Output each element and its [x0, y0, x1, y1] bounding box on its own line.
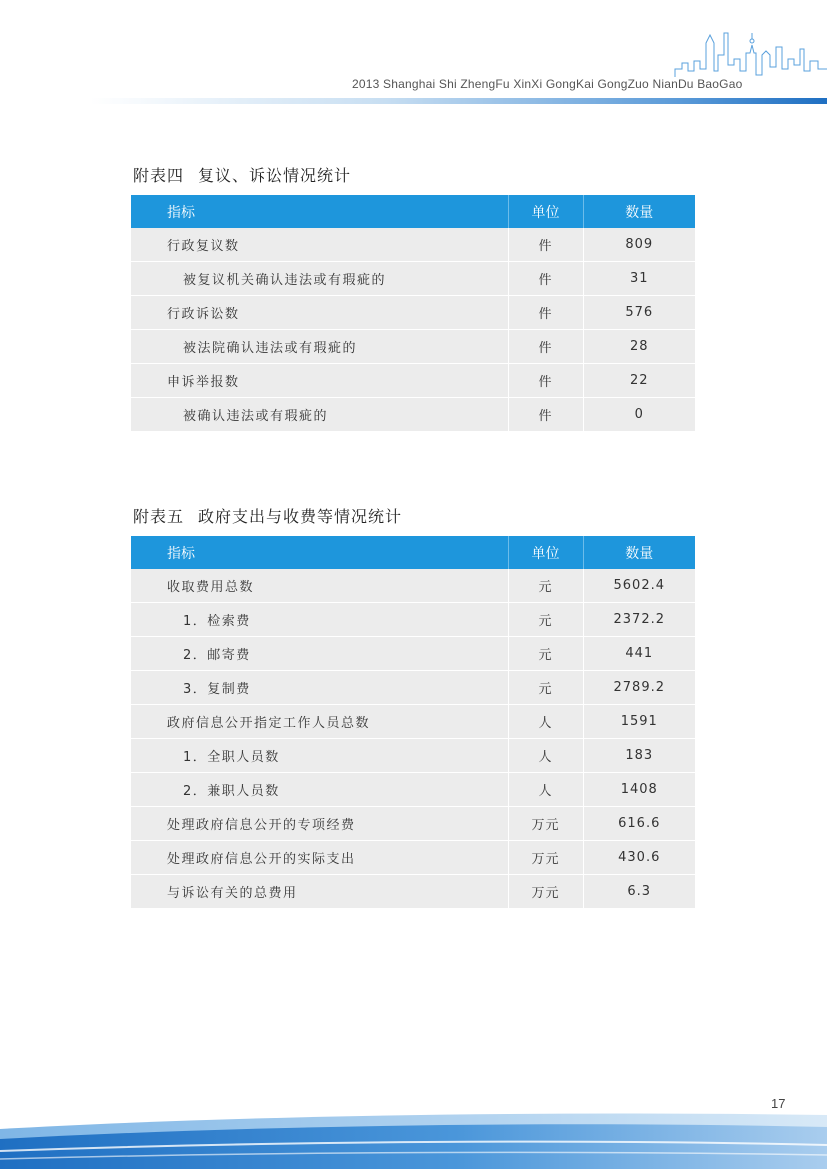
- table-row: [131, 569, 695, 603]
- header-divider: [90, 98, 827, 104]
- table-row: [131, 603, 695, 637]
- table-row: [131, 739, 695, 773]
- table-row: [131, 705, 695, 739]
- table-row: [131, 296, 695, 330]
- table5-header-row: [131, 536, 695, 569]
- row-unit: 元: [508, 637, 583, 671]
- table5-col-unit: 单位: [508, 536, 583, 569]
- row-unit: 件: [508, 296, 583, 330]
- row-unit: 元: [508, 569, 583, 603]
- page-number: 17: [771, 1096, 786, 1111]
- table-row: [131, 807, 695, 841]
- table5-label: 附表五: [133, 507, 185, 526]
- city-skyline-icon: [670, 25, 827, 85]
- table-row: [131, 875, 695, 909]
- row-unit: 件: [508, 398, 583, 432]
- table4-header-row: [131, 195, 695, 228]
- row-indicator: 申诉举报数: [131, 364, 508, 398]
- table-row: [131, 398, 695, 432]
- table5: [131, 536, 695, 909]
- row-indicator: 处理政府信息公开的实际支出: [131, 841, 508, 875]
- row-indicator: 被确认违法或有瑕疵的: [131, 398, 508, 432]
- row-indicator: 行政复议数: [131, 228, 508, 262]
- row-value: 22: [583, 364, 695, 398]
- table-row: [131, 841, 695, 875]
- row-value: 5602.4: [583, 569, 695, 603]
- row-unit: 万元: [508, 841, 583, 875]
- table-row: [131, 671, 695, 705]
- row-value: 616.6: [583, 807, 695, 841]
- row-indicator: 2．兼职人员数: [131, 773, 508, 807]
- row-unit: 元: [508, 671, 583, 705]
- table5-title: 政府支出与收费等情况统计: [198, 507, 403, 526]
- table4-label: 附表四: [133, 166, 185, 185]
- row-unit: 元: [508, 603, 583, 637]
- row-unit: 万元: [508, 875, 583, 909]
- footer-wave-decoration: [0, 1085, 827, 1169]
- table4: [131, 195, 695, 432]
- row-indicator: 2．邮寄费: [131, 637, 508, 671]
- row-unit: 件: [508, 228, 583, 262]
- row-value: 441: [583, 637, 695, 671]
- table-row: [131, 228, 695, 262]
- row-indicator: 行政诉讼数: [131, 296, 508, 330]
- row-value: 430.6: [583, 841, 695, 875]
- row-value: 2372.2: [583, 603, 695, 637]
- table-row: [131, 364, 695, 398]
- row-indicator: 处理政府信息公开的专项经费: [131, 807, 508, 841]
- row-indicator: 收取费用总数: [131, 569, 508, 603]
- row-unit: 件: [508, 364, 583, 398]
- table-row: [131, 262, 695, 296]
- row-value: 31: [583, 262, 695, 296]
- row-value: 0: [583, 398, 695, 432]
- table-row: [131, 330, 695, 364]
- row-indicator: 3．复制费: [131, 671, 508, 705]
- table5-col-value: 数量: [583, 536, 695, 569]
- running-title: 2013 Shanghai Shi ZhengFu XinXi GongKai GongZuo NianDu BaoGao: [352, 77, 743, 91]
- row-indicator: 被法院确认违法或有瑕疵的: [131, 330, 508, 364]
- row-indicator: 政府信息公开指定工作人员总数: [131, 705, 508, 739]
- table5-col-indicator: 指标: [131, 536, 508, 569]
- table4-heading: [133, 163, 351, 186]
- row-unit: 万元: [508, 807, 583, 841]
- row-value: 1591: [583, 705, 695, 739]
- row-unit: 人: [508, 773, 583, 807]
- row-value: 6.3: [583, 875, 695, 909]
- table-row: [131, 637, 695, 671]
- table4-col-indicator: 指标: [131, 195, 508, 228]
- row-indicator: 被复议机关确认违法或有瑕疵的: [131, 262, 508, 296]
- row-value: 28: [583, 330, 695, 364]
- table-row: [131, 773, 695, 807]
- row-indicator: 与诉讼有关的总费用: [131, 875, 508, 909]
- table4-col-unit: 单位: [508, 195, 583, 228]
- row-unit: 人: [508, 739, 583, 773]
- row-value: 2789.2: [583, 671, 695, 705]
- row-value: 183: [583, 739, 695, 773]
- row-indicator: 1．全职人员数: [131, 739, 508, 773]
- row-unit: 件: [508, 330, 583, 364]
- row-unit: 件: [508, 262, 583, 296]
- table5-heading: [133, 504, 402, 527]
- table4-title: 复议、诉讼情况统计: [198, 166, 352, 185]
- table4-col-value: 数量: [583, 195, 695, 228]
- row-unit: 人: [508, 705, 583, 739]
- row-value: 576: [583, 296, 695, 330]
- row-value: 1408: [583, 773, 695, 807]
- row-indicator: 1．检索费: [131, 603, 508, 637]
- row-value: 809: [583, 228, 695, 262]
